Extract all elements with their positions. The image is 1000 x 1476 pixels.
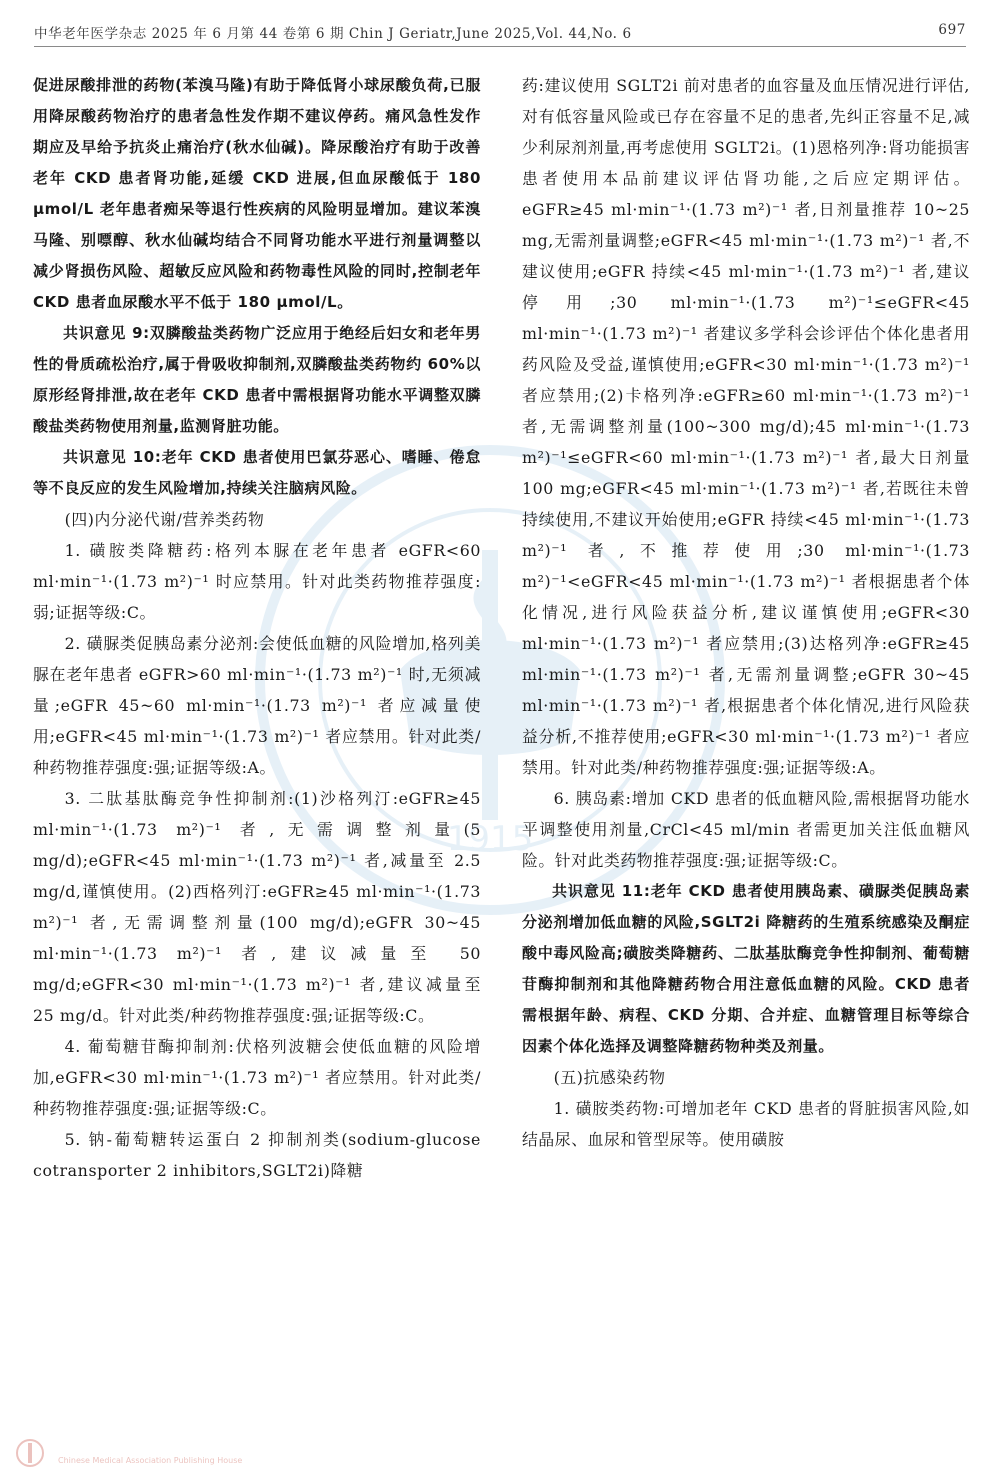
left-column xyxy=(33,70,481,1186)
section-heading-anti-infective: (五)抗感染药物 xyxy=(553,1068,666,1087)
running-header xyxy=(34,20,966,47)
section-heading-endocrine: (四)内分泌代谢/营养类药物 xyxy=(64,510,265,529)
consensus-11: 共识意见 11:老年 CKD 患者使用胰岛素、磺脲类促胰岛素分泌剂增加低血糖的风险,SGLT2i 降糖药的生殖系统感染及酮症酸中毒风险高;磺胺类降糖药、二肽基肽酶竞争性抑制剂、葡萄糖苷酶抑制剂和其他降糖药物合用注意低血糖的风险。CKD 患者需根据年龄、病程、CKD 分期、合并症、血糖管理目标等综合因素个体化选择及调整降糖药物种类及剂量。 xyxy=(522,882,970,1055)
page-number: 697 xyxy=(938,22,966,38)
item-glucosidase-inhibitor: 4. 葡萄糖苷酶抑制剂:伏格列波糖会使低血糖的风险增加,eGFR<30 ml·min⁻¹·(1.73 m²)⁻¹ 者应禁用。针对此类/种药物推荐强度:强;证据等级:C。 xyxy=(33,1037,481,1118)
publisher-watermark xyxy=(0,1436,460,1470)
paragraph-uric-acid: 促进尿酸排泄的药物(苯溴马隆)有助于降低肾小球尿酸负荷,已服用降尿酸药物治疗的患者急性发作期不建议停药。痛风急性发作期应及早给予抗炎止痛治疗(秋水仙碱)。降尿酸治疗有助于改善老年 CKD 患者肾功能,延缓 CKD 进展,但血尿酸低于 180 μmol/L 老年患者痴呆等退行性疾病的风险明显增加。建议苯溴马隆、别嘌醇、秋水仙碱均结合不同肾功能水平进行剂量调整以减少肾损伤风险、超敏反应风险和药物毒性风险的同时,控制老年 CKD 患者血尿酸水平不低于 180 μmol/L。 xyxy=(33,76,481,311)
item-sulfonamide: 1. 磺胺类药物:可增加老年 CKD 患者的肾脏损害风险,如结晶尿、血尿和管型尿等。使用磺胺 xyxy=(522,1099,970,1149)
item-insulin-secretagogue: 2. 磺脲类促胰岛素分泌剂:会使低血糖的风险增加,格列美脲在老年患者 eGFR>60 ml·min⁻¹·(1.73 m²)⁻¹ 时,无须减量;eGFR 45~60 ml·min⁻¹·(1.73 m²)⁻¹ 者应减量使用;eGFR<45 ml·min⁻¹·(1.73 m²)⁻¹ 者应禁用。针对此类/种药物推荐强度:强;证据等级:A。 xyxy=(33,634,481,777)
watermark-year: 1915 xyxy=(446,819,534,859)
item-insulin: 6. 胰岛素:增加 CKD 患者的低血糖风险,需根据肾功能水平调整使用剂量,CrCl<45 ml/min 者需更加关注低血糖风险。针对此类药物推荐强度:强;证据等级:C。 xyxy=(522,789,970,870)
item-dpp4-inhibitor: 3. 二肽基肽酶竞争性抑制剂:(1)沙格列汀:eGFR≥45 ml·min⁻¹·(1.73 m²)⁻¹ 者,无需调整剂量(5 mg/d);eGFR<45 ml·min⁻¹·(1.73 m²)⁻¹ 者,减量至 2.5 mg/d,谨慎使用。(2)西格列汀:eGFR≥45 ml·min⁻¹·(1.73 m²)⁻¹ 者,无需调整剂量(100 mg/d);eGFR 30~45 ml·min⁻¹·(1.73 m²)⁻¹ 者,建议减量至 50 mg/d;eGFR<30 ml·min⁻¹·(1.73 m²)⁻¹ 者,建议减量至 25 mg/d。针对此类/种药物推荐强度:强;证据等级:C。 xyxy=(33,789,481,1025)
item-sglt2i-continued: 药:建议使用 SGLT2i 前对患者的血容量及血压情况进行评估,对有低容量风险或已存在容量不足的患者,先纠正容量不足,减少利尿剂剂量,再考虑使用 SGLT2i。(1)恩格列净:肾功能损害患者使用本品前建议评估肾功能,之后应定期评估。eGFR≥45 ml·min⁻¹·(1.73 m²)⁻¹ 者,日剂量推荐 10~25 mg,无需剂量调整;eGFR<45 ml·min⁻¹·(1.73 m²)⁻¹ 者,不建议使用;eGFR 持续<45 ml·min⁻¹·(1.73 m²)⁻¹ 者,建议停用;30 ml·min⁻¹·(1.73 m²)⁻¹≤eGFR<45 ml·min⁻¹·(1.73 m²)⁻¹ 者建议多学科会诊评估个体化患者用药风险及受益,谨慎使用;eGFR<30 ml·min⁻¹·(1.73 m²)⁻¹ 者应禁用;(2)卡格列净:eGFR≥60 ml·min⁻¹·(1.73 m²)⁻¹ 者,无需调整剂量(100~300 mg/d);45 ml·min⁻¹·(1.73 m²)⁻¹≤eGFR<60 ml·min⁻¹·(1.73 m²)⁻¹ 者,最大日剂量 100 mg;eGFR<45 ml·min⁻¹·(1.73 m²)⁻¹ 者,若既往未曾持续使用,不建议开始使用;eGFR 持续<45 ml·min⁻¹·(1.73 m²)⁻¹ 者,不推荐使用;30 ml·min⁻¹·(1.73 m²)⁻¹<eGFR<45 ml·min⁻¹·(1.73 m²)⁻¹ 者根据患者个体化情况,进行风险获益分析,建议谨慎使用;eGFR<30 ml·min⁻¹·(1.73 m²)⁻¹ 者应禁用;(3)达格列净:eGFR≥45 ml·min⁻¹·(1.73 m²)⁻¹ 者,无需剂量调整;eGFR 30~45 ml·min⁻¹·(1.73 m²)⁻¹ 者,根据患者个体化情况,进行风险获益分析,不推荐使用;eGFR<30 ml·min⁻¹·(1.73 m²)⁻¹ 者应禁用。针对此类/种药物推荐强度:强;证据等级:A。 xyxy=(522,76,970,777)
item-sglt2i-start: 5. 钠-葡萄糖转运蛋白 2 抑制剂类(sodium-glucose cotransporter 2 inhibitors,SGLT2i)降糖 xyxy=(33,1130,481,1180)
publisher-logo-icon xyxy=(10,1438,50,1468)
right-column xyxy=(522,70,970,1155)
publisher-text: Chinese Medical Association Publishing House xyxy=(58,1456,243,1465)
item-sulfonylurea: 1. 磺胺类降糖药:格列本脲在老年患者 eGFR<60 ml·min⁻¹·(1.73 m²)⁻¹ 时应禁用。针对此类药物推荐强度:弱;证据等级:C。 xyxy=(33,541,481,622)
consensus-9: 共识意见 9:双膦酸盐类药物广泛应用于绝经后妇女和老年男性的骨质疏松治疗,属于骨吸收抑制剂,双膦酸盐类药物约 60%以原形经肾排泄,故在老年 CKD 患者中需根据肾功能水平调整双膦酸盐类药物使用剂量,监测肾脏功能。 xyxy=(33,324,481,435)
journal-citation: 中华老年医学杂志 2025 年 6 月第 44 卷第 6 期 Chin J Geriatr,June 2025,Vol. 44,No. 6 xyxy=(34,26,632,42)
consensus-10: 共识意见 10:老年 CKD 患者使用巴氯芬恶心、嗜睡、倦怠等不良反应的发生风险增加,持续关注脑病风险。 xyxy=(33,448,481,497)
